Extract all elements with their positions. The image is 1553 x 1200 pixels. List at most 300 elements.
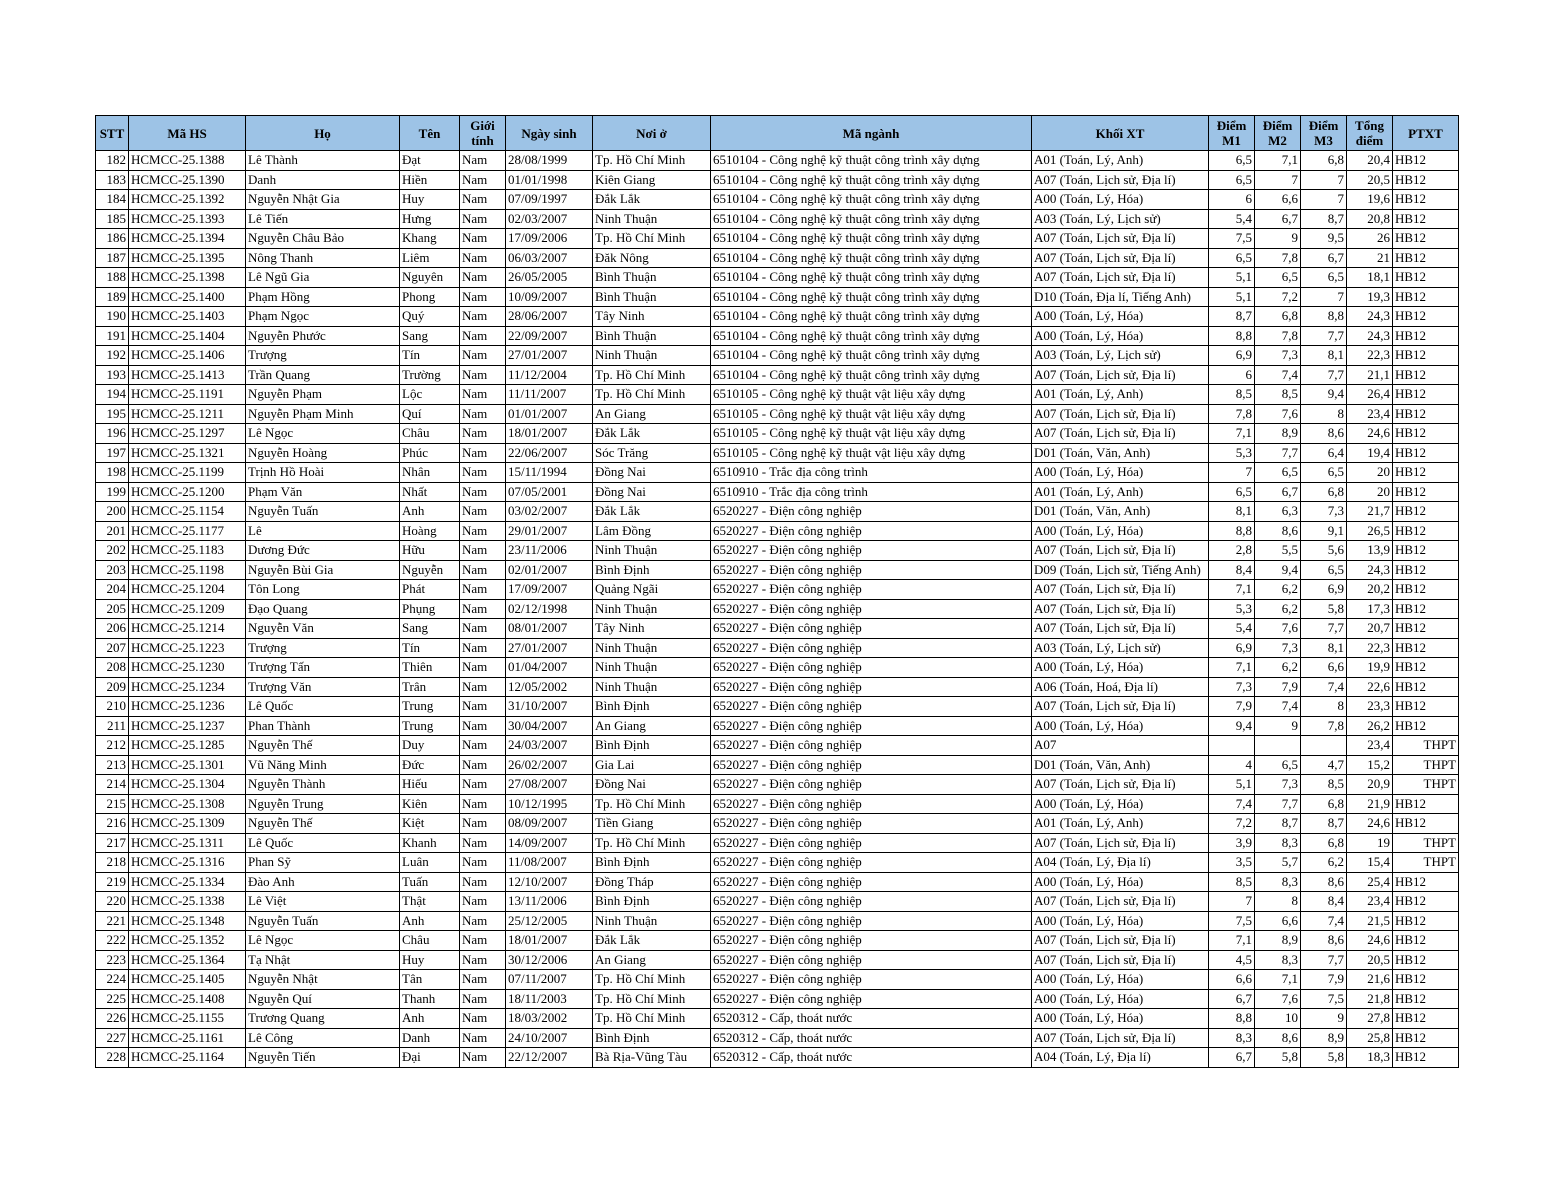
cell-ten: Khang <box>400 229 460 249</box>
cell-noi-o: Bình Thuận <box>593 268 711 288</box>
table-row <box>96 833 1459 853</box>
cell-ma-hs: HCMCC-25.1211 <box>129 404 246 424</box>
cell-ten: Anh <box>400 911 460 931</box>
cell-stt: 215 <box>96 794 129 814</box>
cell-tong-diem: 22,3 <box>1347 346 1393 366</box>
cell-stt: 199 <box>96 482 129 502</box>
cell-tong-diem: 21,1 <box>1347 365 1393 385</box>
cell-ten: Hữu <box>400 541 460 561</box>
cell-ptxt: HB12 <box>1393 502 1459 522</box>
cell-ma-nganh: 6520227 - Điện công nghiệp <box>711 599 1032 619</box>
cell-diem-m3: 5,6 <box>1301 541 1347 561</box>
cell-ma-nganh: 6510104 - Công nghệ kỹ thuật công trình xây dựng <box>711 346 1032 366</box>
cell-ten: Thiên <box>400 658 460 678</box>
cell-khoi-xt: A01 (Toán, Lý, Anh) <box>1032 482 1209 502</box>
cell-ma-hs: HCMCC-25.1348 <box>129 911 246 931</box>
cell-ma-nganh: 6520227 - Điện công nghiệp <box>711 775 1032 795</box>
cell-ma-hs: HCMCC-25.1395 <box>129 248 246 268</box>
cell-ho: Lê Công <box>246 1028 400 1048</box>
cell-ptxt: HB12 <box>1393 209 1459 229</box>
cell-ho: Nguyễn Bùi Gia <box>246 560 400 580</box>
cell-diem-m3: 6,5 <box>1301 463 1347 483</box>
cell-noi-o: Đắk Lắk <box>593 190 711 210</box>
cell-diem-m3: 8,6 <box>1301 931 1347 951</box>
cell-stt: 187 <box>96 248 129 268</box>
cell-diem-m1: 8,1 <box>1209 502 1255 522</box>
cell-ten: Quí <box>400 404 460 424</box>
cell-diem-m1: 5,1 <box>1209 775 1255 795</box>
cell-diem-m2: 6,2 <box>1255 599 1301 619</box>
cell-ptxt: HB12 <box>1393 541 1459 561</box>
cell-ma-hs: HCMCC-25.1400 <box>129 287 246 307</box>
cell-diem-m3: 8,4 <box>1301 892 1347 912</box>
cell-diem-m1: 8,7 <box>1209 307 1255 327</box>
cell-ten: Châu <box>400 424 460 444</box>
cell-tong-diem: 26,2 <box>1347 716 1393 736</box>
cell-diem-m1: 7,1 <box>1209 424 1255 444</box>
cell-ma-hs: HCMCC-25.1398 <box>129 268 246 288</box>
cell-khoi-xt: A00 (Toán, Lý, Hóa) <box>1032 716 1209 736</box>
cell-tong-diem: 24,6 <box>1347 931 1393 951</box>
cell-ma-nganh: 6510910 - Trắc địa công trình <box>711 482 1032 502</box>
cell-diem-m2: 7 <box>1255 170 1301 190</box>
cell-gioi-tinh: Nam <box>460 541 506 561</box>
cell-diem-m2: 7,3 <box>1255 346 1301 366</box>
cell-ptxt: HB12 <box>1393 619 1459 639</box>
cell-diem-m2: 8,9 <box>1255 424 1301 444</box>
cell-ngay-sinh: 08/09/2007 <box>506 814 593 834</box>
cell-khoi-xt: A06 (Toán, Hoá, Địa lí) <box>1032 677 1209 697</box>
cell-ptxt: HB12 <box>1393 190 1459 210</box>
cell-diem-m1: 4,5 <box>1209 950 1255 970</box>
cell-ma-nganh: 6520227 - Điện công nghiệp <box>711 502 1032 522</box>
cell-ptxt: HB12 <box>1393 365 1459 385</box>
cell-diem-m1: 7,9 <box>1209 697 1255 717</box>
cell-khoi-xt: A00 (Toán, Lý, Hóa) <box>1032 521 1209 541</box>
cell-khoi-xt: A00 (Toán, Lý, Hóa) <box>1032 970 1209 990</box>
cell-diem-m2: 9,4 <box>1255 560 1301 580</box>
cell-ho: Nguyễn Quí <box>246 989 400 1009</box>
cell-khoi-xt: A00 (Toán, Lý, Hóa) <box>1032 872 1209 892</box>
cell-ma-hs: HCMCC-25.1316 <box>129 853 246 873</box>
cell-gioi-tinh: Nam <box>460 229 506 249</box>
cell-stt: 204 <box>96 580 129 600</box>
cell-ma-nganh: 6520227 - Điện công nghiệp <box>711 677 1032 697</box>
cell-diem-m3: 6,7 <box>1301 248 1347 268</box>
cell-ngay-sinh: 18/01/2007 <box>506 424 593 444</box>
cell-tong-diem: 23,4 <box>1347 736 1393 756</box>
cell-tong-diem: 21,9 <box>1347 794 1393 814</box>
cell-diem-m3: 6,5 <box>1301 560 1347 580</box>
cell-tong-diem: 15,2 <box>1347 755 1393 775</box>
cell-gioi-tinh: Nam <box>460 833 506 853</box>
cell-stt: 200 <box>96 502 129 522</box>
cell-tong-diem: 21,6 <box>1347 970 1393 990</box>
cell-ma-nganh: 6520312 - Cấp, thoát nước <box>711 1048 1032 1068</box>
cell-diem-m1: 7 <box>1209 892 1255 912</box>
cell-noi-o: Lâm Đồng <box>593 521 711 541</box>
cell-ma-nganh: 6510104 - Công nghệ kỹ thuật công trình xây dựng <box>711 268 1032 288</box>
cell-stt: 197 <box>96 443 129 463</box>
table-row <box>96 814 1459 834</box>
cell-stt: 186 <box>96 229 129 249</box>
cell-noi-o: Ninh Thuận <box>593 346 711 366</box>
cell-ngay-sinh: 10/09/2007 <box>506 287 593 307</box>
cell-gioi-tinh: Nam <box>460 287 506 307</box>
cell-ma-nganh: 6520227 - Điện công nghiệp <box>711 619 1032 639</box>
cell-ho: Nguyễn Thế <box>246 736 400 756</box>
cell-gioi-tinh: Nam <box>460 1048 506 1068</box>
cell-tong-diem: 20,4 <box>1347 151 1393 171</box>
cell-ma-nganh: 6520227 - Điện công nghiệp <box>711 658 1032 678</box>
cell-stt: 207 <box>96 638 129 658</box>
cell-ngay-sinh: 30/04/2007 <box>506 716 593 736</box>
cell-diem-m2: 7,8 <box>1255 248 1301 268</box>
cell-noi-o: Đồng Tháp <box>593 872 711 892</box>
cell-ten: Huy <box>400 950 460 970</box>
cell-diem-m1: 7,1 <box>1209 580 1255 600</box>
cell-ma-nganh: 6510104 - Công nghệ kỹ thuật công trình xây dựng <box>711 209 1032 229</box>
cell-ten: Đức <box>400 755 460 775</box>
cell-noi-o: Sóc Trăng <box>593 443 711 463</box>
cell-diem-m2: 8 <box>1255 892 1301 912</box>
cell-ma-nganh: 6510104 - Công nghệ kỹ thuật công trình xây dựng <box>711 248 1032 268</box>
cell-ma-nganh: 6510104 - Công nghệ kỹ thuật công trình xây dựng <box>711 307 1032 327</box>
cell-ma-hs: HCMCC-25.1309 <box>129 814 246 834</box>
cell-ten: Phụng <box>400 599 460 619</box>
cell-ptxt: HB12 <box>1393 424 1459 444</box>
cell-diem-m3: 6,8 <box>1301 151 1347 171</box>
cell-ma-nganh: 6510104 - Công nghệ kỹ thuật công trình xây dựng <box>711 170 1032 190</box>
cell-gioi-tinh: Nam <box>460 619 506 639</box>
cell-ho: Lê Việt <box>246 892 400 912</box>
cell-ngay-sinh: 27/08/2007 <box>506 775 593 795</box>
cell-gioi-tinh: Nam <box>460 170 506 190</box>
cell-ma-nganh: 6520227 - Điện công nghiệp <box>711 580 1032 600</box>
cell-diem-m1: 6,9 <box>1209 638 1255 658</box>
cell-khoi-xt: A07 (Toán, Lịch sử, Địa lí) <box>1032 833 1209 853</box>
cell-noi-o: An Giang <box>593 404 711 424</box>
cell-noi-o: Ninh Thuận <box>593 209 711 229</box>
table-row <box>96 970 1459 990</box>
cell-ma-nganh: 6520227 - Điện công nghiệp <box>711 794 1032 814</box>
cell-stt: 193 <box>96 365 129 385</box>
table-row <box>96 209 1459 229</box>
cell-ngay-sinh: 01/01/1998 <box>506 170 593 190</box>
cell-diem-m2: 8,5 <box>1255 385 1301 405</box>
cell-gioi-tinh: Nam <box>460 599 506 619</box>
cell-tong-diem: 18,1 <box>1347 268 1393 288</box>
cell-ho: Trượng Văn <box>246 677 400 697</box>
cell-ma-nganh: 6510105 - Công nghệ kỹ thuật vật liệu xây dựng <box>711 404 1032 424</box>
cell-gioi-tinh: Nam <box>460 560 506 580</box>
cell-tong-diem: 20,2 <box>1347 580 1393 600</box>
cell-stt: 206 <box>96 619 129 639</box>
cell-diem-m2: 6,7 <box>1255 209 1301 229</box>
cell-ma-nganh: 6520227 - Điện công nghiệp <box>711 521 1032 541</box>
cell-khoi-xt: A07 (Toán, Lịch sử, Địa lí) <box>1032 268 1209 288</box>
cell-khoi-xt: A07 (Toán, Lịch sử, Địa lí) <box>1032 541 1209 561</box>
cell-gioi-tinh: Nam <box>460 346 506 366</box>
cell-ma-hs: HCMCC-25.1338 <box>129 892 246 912</box>
cell-ma-hs: HCMCC-25.1405 <box>129 970 246 990</box>
cell-ho: Nguyễn Tuấn <box>246 502 400 522</box>
cell-ptxt: HB12 <box>1393 170 1459 190</box>
cell-noi-o: Tp. Hồ Chí Minh <box>593 229 711 249</box>
cell-ho: Nguyễn Phạm <box>246 385 400 405</box>
header-stt: STT <box>96 116 129 151</box>
cell-noi-o: Đồng Nai <box>593 775 711 795</box>
cell-diem-m3: 7,7 <box>1301 365 1347 385</box>
cell-diem-m2: 8,7 <box>1255 814 1301 834</box>
cell-ten: Khanh <box>400 833 460 853</box>
cell-ma-hs: HCMCC-25.1311 <box>129 833 246 853</box>
header-tong-diem: Tổng điểm <box>1347 116 1393 151</box>
cell-diem-m1: 6,5 <box>1209 170 1255 190</box>
cell-ngay-sinh: 03/02/2007 <box>506 502 593 522</box>
cell-diem-m1: 5,3 <box>1209 599 1255 619</box>
cell-ma-nganh: 6520227 - Điện công nghiệp <box>711 931 1032 951</box>
cell-ten: Nhất <box>400 482 460 502</box>
cell-ma-hs: HCMCC-25.1393 <box>129 209 246 229</box>
cell-ngay-sinh: 25/12/2005 <box>506 911 593 931</box>
cell-noi-o: Bà Rịa-Vũng Tàu <box>593 1048 711 1068</box>
cell-ptxt: HB12 <box>1393 521 1459 541</box>
cell-tong-diem: 20 <box>1347 463 1393 483</box>
cell-khoi-xt: A00 (Toán, Lý, Hóa) <box>1032 190 1209 210</box>
cell-ngay-sinh: 07/09/1997 <box>506 190 593 210</box>
cell-gioi-tinh: Nam <box>460 658 506 678</box>
cell-noi-o: Đắk Lắk <box>593 424 711 444</box>
cell-ten: Nguyên <box>400 268 460 288</box>
header-ho: Họ <box>246 116 400 151</box>
cell-ngay-sinh: 02/12/1998 <box>506 599 593 619</box>
cell-ngay-sinh: 14/09/2007 <box>506 833 593 853</box>
cell-diem-m1: 5,1 <box>1209 287 1255 307</box>
table-row <box>96 599 1459 619</box>
cell-ten: Hiếu <box>400 775 460 795</box>
cell-ngay-sinh: 24/03/2007 <box>506 736 593 756</box>
cell-ptxt: HB12 <box>1393 268 1459 288</box>
cell-ptxt: HB12 <box>1393 638 1459 658</box>
cell-ngay-sinh: 28/06/2007 <box>506 307 593 327</box>
cell-noi-o: Bình Thuận <box>593 287 711 307</box>
cell-diem-m3 <box>1301 736 1347 756</box>
cell-khoi-xt: D09 (Toán, Lịch sử, Tiếng Anh) <box>1032 560 1209 580</box>
cell-ma-nganh: 6510104 - Công nghệ kỹ thuật công trình xây dựng <box>711 229 1032 249</box>
cell-ma-hs: HCMCC-25.1191 <box>129 385 246 405</box>
header-ptxt: PTXT <box>1393 116 1459 151</box>
cell-ho: Đạo Quang <box>246 599 400 619</box>
cell-diem-m2: 7,6 <box>1255 989 1301 1009</box>
cell-ho: Lê Tiến <box>246 209 400 229</box>
cell-ho: Nguyễn Phạm Minh <box>246 404 400 424</box>
cell-stt: 196 <box>96 424 129 444</box>
cell-ma-hs: HCMCC-25.1209 <box>129 599 246 619</box>
table-row <box>96 541 1459 561</box>
cell-ho: Lê Ngọc <box>246 424 400 444</box>
cell-tong-diem: 17,3 <box>1347 599 1393 619</box>
cell-diem-m1: 8,5 <box>1209 385 1255 405</box>
cell-ten: Đạt <box>400 151 460 171</box>
cell-diem-m1 <box>1209 736 1255 756</box>
cell-ho: Lê <box>246 521 400 541</box>
cell-ma-nganh: 6520227 - Điện công nghiệp <box>711 814 1032 834</box>
cell-ngay-sinh: 02/01/2007 <box>506 560 593 580</box>
cell-diem-m2: 7,3 <box>1255 775 1301 795</box>
cell-khoi-xt: A00 (Toán, Lý, Hóa) <box>1032 307 1209 327</box>
header-diem-m1: Điểm M1 <box>1209 116 1255 151</box>
cell-noi-o: An Giang <box>593 716 711 736</box>
cell-ngay-sinh: 02/03/2007 <box>506 209 593 229</box>
cell-diem-m3: 8,1 <box>1301 346 1347 366</box>
cell-ho: Lê Quốc <box>246 833 400 853</box>
cell-ma-hs: HCMCC-25.1230 <box>129 658 246 678</box>
table-row <box>96 385 1459 405</box>
cell-ngay-sinh: 29/01/2007 <box>506 521 593 541</box>
cell-ptxt: THPT <box>1393 833 1459 853</box>
cell-ten: Hưng <box>400 209 460 229</box>
cell-gioi-tinh: Nam <box>460 190 506 210</box>
cell-ma-hs: HCMCC-25.1403 <box>129 307 246 327</box>
cell-diem-m1: 7,3 <box>1209 677 1255 697</box>
cell-diem-m3: 6,5 <box>1301 268 1347 288</box>
cell-noi-o: Ninh Thuận <box>593 638 711 658</box>
cell-ten: Tín <box>400 346 460 366</box>
cell-ma-nganh: 6520227 - Điện công nghiệp <box>711 716 1032 736</box>
cell-diem-m1: 6,6 <box>1209 970 1255 990</box>
table-row <box>96 307 1459 327</box>
cell-ngay-sinh: 26/05/2005 <box>506 268 593 288</box>
cell-stt: 212 <box>96 736 129 756</box>
table-row <box>96 443 1459 463</box>
cell-ma-nganh: 6520227 - Điện công nghiệp <box>711 853 1032 873</box>
cell-ma-nganh: 6520227 - Điện công nghiệp <box>711 989 1032 1009</box>
table-row <box>96 775 1459 795</box>
table-row <box>96 560 1459 580</box>
cell-gioi-tinh: Nam <box>460 794 506 814</box>
table-row <box>96 892 1459 912</box>
cell-diem-m2: 8,6 <box>1255 521 1301 541</box>
cell-ma-hs: HCMCC-25.1334 <box>129 872 246 892</box>
cell-diem-m2: 7,1 <box>1255 970 1301 990</box>
cell-gioi-tinh: Nam <box>460 248 506 268</box>
cell-stt: 202 <box>96 541 129 561</box>
cell-ptxt: HB12 <box>1393 931 1459 951</box>
cell-diem-m1: 7,1 <box>1209 658 1255 678</box>
cell-ma-hs: HCMCC-25.1177 <box>129 521 246 541</box>
cell-noi-o: Bình Định <box>593 697 711 717</box>
cell-diem-m2: 6,6 <box>1255 190 1301 210</box>
cell-diem-m1: 5,4 <box>1209 209 1255 229</box>
cell-gioi-tinh: Nam <box>460 385 506 405</box>
cell-diem-m1: 9,4 <box>1209 716 1255 736</box>
cell-khoi-xt: A01 (Toán, Lý, Anh) <box>1032 385 1209 405</box>
cell-stt: 182 <box>96 151 129 171</box>
cell-ptxt: HB12 <box>1393 677 1459 697</box>
cell-noi-o: Tp. Hồ Chí Minh <box>593 151 711 171</box>
cell-ma-nganh: 6520227 - Điện công nghiệp <box>711 560 1032 580</box>
cell-khoi-xt: D01 (Toán, Văn, Anh) <box>1032 502 1209 522</box>
cell-khoi-xt: A04 (Toán, Lý, Địa lí) <box>1032 1048 1209 1068</box>
cell-ma-nganh: 6520227 - Điện công nghiệp <box>711 833 1032 853</box>
cell-ma-hs: HCMCC-25.1237 <box>129 716 246 736</box>
cell-ten: Tín <box>400 638 460 658</box>
cell-diem-m1: 7,2 <box>1209 814 1255 834</box>
cell-ma-hs: HCMCC-25.1413 <box>129 365 246 385</box>
cell-tong-diem: 26,5 <box>1347 521 1393 541</box>
cell-gioi-tinh: Nam <box>460 307 506 327</box>
table-row <box>96 697 1459 717</box>
cell-diem-m1: 7,5 <box>1209 911 1255 931</box>
cell-ma-nganh: 6510104 - Công nghệ kỹ thuật công trình xây dựng <box>711 365 1032 385</box>
cell-ptxt: HB12 <box>1393 307 1459 327</box>
cell-ten: Trường <box>400 365 460 385</box>
cell-diem-m2: 7,3 <box>1255 638 1301 658</box>
cell-khoi-xt: A00 (Toán, Lý, Hóa) <box>1032 794 1209 814</box>
cell-ngay-sinh: 17/09/2007 <box>506 580 593 600</box>
cell-ma-hs: HCMCC-25.1154 <box>129 502 246 522</box>
cell-tong-diem: 22,3 <box>1347 638 1393 658</box>
cell-ma-hs: HCMCC-25.1321 <box>129 443 246 463</box>
cell-ngay-sinh: 22/09/2007 <box>506 326 593 346</box>
table-row <box>96 794 1459 814</box>
table-row <box>96 404 1459 424</box>
cell-khoi-xt: A07 (Toán, Lịch sử, Địa lí) <box>1032 1028 1209 1048</box>
cell-noi-o: Ninh Thuận <box>593 658 711 678</box>
cell-ngay-sinh: 23/11/2006 <box>506 541 593 561</box>
table-body <box>96 151 1459 1068</box>
cell-ptxt: HB12 <box>1393 346 1459 366</box>
cell-ten: Trung <box>400 697 460 717</box>
cell-ngay-sinh: 22/12/2007 <box>506 1048 593 1068</box>
cell-noi-o: Bình Định <box>593 736 711 756</box>
cell-diem-m3: 7,7 <box>1301 950 1347 970</box>
cell-khoi-xt: A03 (Toán, Lý, Lịch sử) <box>1032 638 1209 658</box>
cell-diem-m3: 6,8 <box>1301 794 1347 814</box>
cell-diem-m1: 8,8 <box>1209 326 1255 346</box>
cell-noi-o: Gia Lai <box>593 755 711 775</box>
header-diem-m3: Điểm M3 <box>1301 116 1347 151</box>
cell-ho: Nguyễn Nhật Gia <box>246 190 400 210</box>
cell-ma-hs: HCMCC-25.1164 <box>129 1048 246 1068</box>
cell-ho: Phạm Hồng <box>246 287 400 307</box>
cell-ma-nganh: 6520227 - Điện công nghiệp <box>711 892 1032 912</box>
cell-ho: Tạ Nhật <box>246 950 400 970</box>
cell-diem-m3: 9,4 <box>1301 385 1347 405</box>
cell-ho: Nguyễn Trung <box>246 794 400 814</box>
cell-tong-diem: 23,4 <box>1347 892 1393 912</box>
cell-gioi-tinh: Nam <box>460 580 506 600</box>
cell-tong-diem: 19,3 <box>1347 287 1393 307</box>
cell-gioi-tinh: Nam <box>460 853 506 873</box>
cell-diem-m1: 6,5 <box>1209 482 1255 502</box>
cell-diem-m1: 6,7 <box>1209 989 1255 1009</box>
cell-ngay-sinh: 11/08/2007 <box>506 853 593 873</box>
cell-diem-m3: 7,7 <box>1301 619 1347 639</box>
cell-ptxt: HB12 <box>1393 229 1459 249</box>
cell-khoi-xt: A07 (Toán, Lịch sử, Địa lí) <box>1032 404 1209 424</box>
table-row <box>96 716 1459 736</box>
cell-tong-diem: 25,4 <box>1347 872 1393 892</box>
cell-ten: Phúc <box>400 443 460 463</box>
table-row <box>96 365 1459 385</box>
cell-khoi-xt: A00 (Toán, Lý, Hóa) <box>1032 911 1209 931</box>
table-row <box>96 755 1459 775</box>
cell-ma-hs: HCMCC-25.1297 <box>129 424 246 444</box>
cell-ma-hs: HCMCC-25.1183 <box>129 541 246 561</box>
cell-gioi-tinh: Nam <box>460 404 506 424</box>
